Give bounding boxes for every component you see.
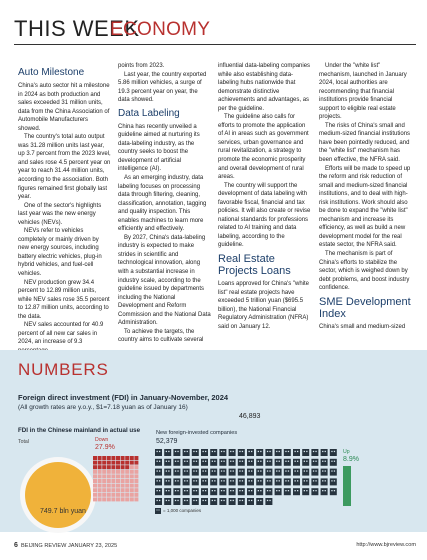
building-icon: [302, 449, 309, 456]
building-icon: [256, 488, 263, 495]
down-grid-cell: [121, 470, 125, 474]
down-grid-cell: [130, 465, 134, 469]
building-icon: [164, 498, 171, 505]
building-icon: [284, 478, 291, 485]
down-grid-cell: [107, 461, 111, 465]
down-grid-cell: [134, 465, 138, 469]
building-icon: [284, 449, 291, 456]
down-grid-cell: [93, 456, 97, 460]
building-icon: [302, 488, 309, 495]
building-icon: [321, 478, 328, 485]
paragraph: China's auto sector hit a milestone in 2024 as both production and sales exceeded 31 million units, data from the China Association of Automobile Manufacturers showed.: [18, 83, 110, 132]
column-3: [218, 62, 311, 331]
building-icon: [265, 469, 272, 476]
down-grid-cell: [134, 484, 138, 488]
building-icon: [302, 459, 309, 466]
down-grid-cell: [116, 461, 120, 465]
building-icon: [183, 459, 190, 466]
this-week-title: THIS WEEK: [14, 16, 140, 41]
legend-building-icon: [155, 508, 163, 516]
paragraph: By 2027, China's data-labeling industry is expected to make strides in scientific and technological innovation, along with a substantial increase in industry scale, according to the guideline issued by departments including the National Development and Reform Commission and the National Data Administration.: [118, 234, 211, 327]
down-grid-cell: [116, 484, 120, 488]
building-icon: [321, 469, 328, 476]
building-icon: [330, 459, 337, 466]
building-icon: [265, 459, 272, 466]
building-icon: [210, 498, 217, 505]
down-grid-cell: [107, 479, 111, 483]
building-icon: [219, 488, 226, 495]
building-icon: [302, 469, 309, 476]
building-icon: [284, 469, 291, 476]
heading-auto-milestone: Auto Milestone: [18, 67, 85, 78]
down-grid-cell: [93, 465, 97, 469]
building-icon: [219, 478, 226, 485]
building-icon: [275, 459, 282, 466]
building-icon: [219, 469, 226, 476]
down-grid-cell: [102, 479, 106, 483]
building-icon: [321, 449, 328, 456]
up-label: Up: [343, 449, 350, 455]
down-grid-cell: [98, 461, 102, 465]
up-bar-fill: [343, 466, 351, 506]
paragraph: The country will support the development of data labeling with favorable fiscal, financial and tax policies. It will also create or revise national standards for professions related to AI training and data labeling, according to the guideline.: [218, 182, 311, 249]
building-icon: [229, 459, 236, 466]
down-grid-cell: [98, 470, 102, 474]
paragraph: Under the "white list" mechanism, launched in January 2024, local authorities are recommending that financial institutions provide financial support to eligible real estate projects.: [319, 63, 407, 121]
building-icon: [210, 459, 217, 466]
total-value: 749.7 bln yuan: [40, 508, 86, 515]
down-grid-cell: [116, 470, 120, 474]
down-grid-cell: [98, 497, 102, 501]
building-icon: [238, 469, 245, 476]
building-icon: [201, 498, 208, 505]
building-icon: [293, 488, 300, 495]
building-icon: [219, 459, 226, 466]
building-icon: [293, 459, 300, 466]
down-grid-cell: [111, 497, 115, 501]
down-grid-cell: [93, 479, 97, 483]
building-icon: [265, 449, 272, 456]
paragraph: influential data-labeling companies while also establishing data-labeling hubs nationwide that demonstrate distinctive achievements and advantages, as per the guideline.: [218, 63, 311, 112]
footer-url: http://www.bjreview.com: [356, 542, 416, 548]
down-grid-cell: [102, 456, 106, 460]
building-icon: [311, 488, 318, 495]
down-grid-cell: [134, 497, 138, 501]
header-rule: [14, 44, 416, 45]
down-grid-cell: [134, 488, 138, 492]
building-icon: [238, 488, 245, 495]
building-icon: [173, 469, 180, 476]
legend-label: = 1,000 companies: [163, 508, 202, 513]
down-grid-cell: [93, 493, 97, 497]
down-grid-cell: [130, 484, 134, 488]
down-grid-cell: [98, 465, 102, 469]
building-icon: [247, 449, 254, 456]
down-grid-cell: [121, 461, 125, 465]
building-icon: [201, 488, 208, 495]
section-title: ECONOMY: [110, 19, 211, 40]
building-icon: [256, 469, 263, 476]
building-icon: [183, 469, 190, 476]
building-icon: [155, 449, 162, 456]
down-grid-cell: [102, 474, 106, 478]
building-icon: [183, 498, 190, 505]
building-icon: [284, 459, 291, 466]
paragraph: NEV production grew 34.4 percent to 12.89 million units, while NEV sales rose 35.5 percent to 12.87 million units, according to the data.: [18, 279, 110, 320]
column-4: [319, 62, 412, 331]
building-icon: [183, 488, 190, 495]
paragraph: One of the sector's highlights last year was the new energy vehicles (NEVs).: [18, 202, 102, 226]
building-icon: [293, 469, 300, 476]
building-icon: [192, 478, 199, 485]
down-grid-cell: [125, 493, 129, 497]
building-icon: [284, 488, 291, 495]
down-grid-cell: [111, 456, 115, 460]
down-grid-cell: [111, 488, 115, 492]
down-grid-cell: [107, 497, 111, 501]
building-icon: [192, 469, 199, 476]
paragraph: Last year, the country exported 5.86 million vehicles, a surge of 19.3 percent year on year, the data showed.: [118, 71, 207, 104]
down-grid-cell: [121, 484, 125, 488]
building-icon: [330, 449, 337, 456]
down-grid-cell: [121, 456, 125, 460]
building-icon: [311, 449, 318, 456]
down-grid-cell: [121, 479, 125, 483]
down-grid-cell: [134, 461, 138, 465]
company-grid: [155, 449, 345, 511]
down-grid-cell: [121, 488, 125, 492]
building-icon: [238, 478, 245, 485]
building-icon: [293, 449, 300, 456]
building-icon: [238, 449, 245, 456]
magazine-issue: BEIJING REVIEW JANUARY 23, 2025: [21, 543, 118, 549]
building-icon: [265, 498, 272, 505]
heading-real-estate-loans: Real Estate Projects Loans: [218, 253, 291, 278]
building-icon: [265, 488, 272, 495]
building-icon: [311, 469, 318, 476]
down-grid-cell: [125, 465, 129, 469]
building-icon: [164, 449, 171, 456]
building-icon: [247, 498, 254, 505]
down-grid-cell: [93, 461, 97, 465]
paragraph: The guideline also calls for efforts to promote the application of AI in areas such as government services, urban governance and rural revitalization, a strategy to promote the economic prosperity and overall development of rural areas.: [218, 114, 309, 181]
building-icon: [192, 449, 199, 456]
down-grid-cell: [98, 493, 102, 497]
down-grid-cell: [134, 479, 138, 483]
building-icon: [155, 459, 162, 466]
building-icon: [311, 459, 318, 466]
down-grid-cell: [130, 461, 134, 465]
down-grid-cell: [134, 470, 138, 474]
down-grid-cell: [134, 456, 138, 460]
down-grid-cell: [98, 456, 102, 460]
down-grid-cell: [121, 465, 125, 469]
down-grid-cell: [130, 474, 134, 478]
building-icon: [275, 478, 282, 485]
down-grid-cell: [125, 474, 129, 478]
building-icon: [201, 469, 208, 476]
building-icon: [210, 478, 217, 485]
down-grid-cell: [102, 465, 106, 469]
down-grid-cell: [98, 479, 102, 483]
paragraph: To achieve the targets, the country aims to cultivate several: [118, 328, 204, 344]
building-icon: [155, 478, 162, 485]
down-grid-cell: [116, 479, 120, 483]
building-icon: [238, 498, 245, 505]
building-icon: [247, 488, 254, 495]
down-grid-cell: [107, 465, 111, 469]
numbers-panel: [0, 350, 427, 532]
building-icon: [192, 459, 199, 466]
building-icon: [210, 469, 217, 476]
building-icon: [173, 449, 180, 456]
building-icon: [164, 469, 171, 476]
building-icon: [183, 449, 190, 456]
down-grid-cell: [125, 479, 129, 483]
down-grid-cell: [107, 484, 111, 488]
paragraph: NEV sales accounted for 40.9 percent of all new car sales in 2024, an increase of 9.3: [18, 322, 104, 346]
down-grid-cell: [111, 470, 115, 474]
building-icon: [173, 459, 180, 466]
down-grid-cell: [130, 456, 134, 460]
numbers-title: NUMBERS: [18, 360, 109, 379]
down-grid-cell: [125, 456, 129, 460]
building-icon: [229, 488, 236, 495]
down-grid-cell: [130, 493, 134, 497]
building-icon: [256, 459, 263, 466]
building-icon: [164, 478, 171, 485]
down-grid-cell: [116, 456, 120, 460]
down-grid-cell: [107, 488, 111, 492]
total-companies-value: 46,893: [239, 413, 261, 420]
building-icon: [256, 498, 263, 505]
down-grid-cell: [125, 470, 129, 474]
down-grid-cell: [111, 493, 115, 497]
building-icon: [229, 498, 236, 505]
building-icon: [183, 478, 190, 485]
down-grid-cell: [130, 497, 134, 501]
numbers-subtitle: Foreign direct investment (FDI) in January-November, 2024: [18, 393, 229, 402]
donut-fill: [25, 462, 91, 528]
building-icon: [275, 449, 282, 456]
building-icon: [173, 498, 180, 505]
down-grid-cell: [102, 470, 106, 474]
down-grid-cell: [102, 493, 106, 497]
up-value: 8.9%: [343, 456, 359, 463]
down-grid-cell: [111, 484, 115, 488]
down-grid-cell: [107, 470, 111, 474]
down-grid-cell: [125, 497, 129, 501]
down-grid-cell: [107, 474, 111, 478]
down-grid-cell: [111, 465, 115, 469]
down-grid-cell: [111, 479, 115, 483]
paragraph: Loans approved for China's "white list" real estate projects have exceeded 5 trillion yuan ($695.5 billion), the National Financial Regulatory Administration (NFRA) said on January 12.: [218, 281, 309, 330]
down-grid-cell: [98, 474, 102, 478]
down-grid-cell: [98, 484, 102, 488]
down-grid-cell: [121, 474, 125, 478]
down-grid-cell: [93, 484, 97, 488]
building-icon: [302, 478, 309, 485]
down-grid-cell: [134, 474, 138, 478]
building-icon: [201, 449, 208, 456]
fdi-label: FDI in the Chinese mainland in actual use: [18, 427, 141, 434]
paragraph: The risks of China's small and medium-sized financial institutions have been pointedly reduced, and the "white list" mechanism has been effective, the NFRA said.: [319, 122, 411, 164]
building-icon: [265, 478, 272, 485]
paragraph: The mechanism is part of China's efforts to stabilize the sector, which is weighed down by debt problems, and boost industry confidence.: [319, 251, 410, 292]
building-icon: [229, 469, 236, 476]
down-value: 27.9%: [95, 444, 115, 451]
down-grid-cell: [116, 497, 120, 501]
new-companies-value: 52,379: [156, 438, 178, 445]
down-grid-cell: [121, 493, 125, 497]
down-grid-cell: [125, 484, 129, 488]
paragraph: points from 2023.: [118, 63, 165, 69]
down-grid-cell: [121, 497, 125, 501]
building-icon: [164, 488, 171, 495]
building-icon: [238, 459, 245, 466]
building-icon: [155, 498, 162, 505]
down-grid-cell: [107, 493, 111, 497]
building-icon: [330, 478, 337, 485]
building-icon: [330, 488, 337, 495]
down-grid-cell: [93, 474, 97, 478]
new-companies-label: New foreign-invested companies: [156, 430, 238, 436]
building-icon: [311, 478, 318, 485]
paragraph: NEVs refer to vehicles completely or mainly driven by new energy sources, including battery electric vehicles, plug-in hybrid vehicles, and fuel-cell vehicles.: [18, 228, 102, 278]
building-icon: [293, 478, 300, 485]
building-icon: [173, 488, 180, 495]
down-grid-cell: [125, 488, 129, 492]
down-grid-cell: [111, 461, 115, 465]
down-label: Down: [95, 437, 109, 443]
paragraph: The country's total auto output was 31.28 million units last year, up 3.7 percent from the 2023 level, and sales rose 4.5 percent year on year to reach 31.44 million units, according to the association. Both figures remained first globally last year.: [18, 134, 111, 201]
paragraph: China has recently unveiled a guideline aimed at nurturing its data-labeling industry, as the country seeks to boost the development of artificial intelligence (AI).: [118, 123, 200, 173]
down-grid-cell: [130, 488, 134, 492]
down-grid-cell: [102, 484, 106, 488]
up-bar: [343, 466, 363, 526]
page-number: 6: [14, 542, 18, 549]
down-grid-cell: [93, 488, 97, 492]
building-icon: [173, 478, 180, 485]
building-icon: [330, 469, 337, 476]
down-grid-cell: [125, 461, 129, 465]
down-grid: [93, 456, 143, 506]
heading-data-labeling: Data Labeling: [118, 107, 180, 119]
building-icon: [256, 449, 263, 456]
column-1: [18, 64, 111, 356]
down-grid-cell: [130, 479, 134, 483]
building-icon: [201, 478, 208, 485]
down-grid-cell: [130, 470, 134, 474]
down-grid-cell: [93, 497, 97, 501]
heading-sme-index: SME Development Index: [319, 295, 411, 320]
down-grid-cell: [102, 461, 106, 465]
building-icon: [229, 449, 236, 456]
footer-left: [14, 542, 117, 549]
building-icon: [256, 478, 263, 485]
column-2: [118, 62, 211, 345]
building-icon: [155, 488, 162, 495]
building-icon: [321, 488, 328, 495]
building-icon: [219, 498, 226, 505]
down-grid-cell: [107, 456, 111, 460]
building-icon: [164, 459, 171, 466]
paragraph: Efforts will be made to speed up the reform and risk reduction of small and medium-sized financial institutions, and to deal with high-risk institutions. Work should also be done to expand the "white list" mechanism and increase its efficiency, as well as build a new development model for the real estate sector, the NFRA said.: [319, 165, 411, 249]
down-grid-cell: [111, 474, 115, 478]
down-grid-cell: [93, 470, 97, 474]
building-icon: [210, 449, 217, 456]
down-grid-cell: [134, 493, 138, 497]
building-icon: [155, 469, 162, 476]
building-icon: [321, 459, 328, 466]
building-icon: [247, 469, 254, 476]
building-icon: [210, 488, 217, 495]
down-grid-cell: [116, 488, 120, 492]
down-grid-cell: [116, 465, 120, 469]
numbers-note: (All growth rates are y.o.y., $1=7.18 yuan as of January 16): [18, 404, 188, 411]
down-grid-cell: [102, 488, 106, 492]
down-grid-cell: [116, 493, 120, 497]
building-icon: [192, 488, 199, 495]
down-grid-cell: [102, 497, 106, 501]
down-grid-cell: [98, 488, 102, 492]
total-label: Total: [18, 439, 29, 445]
building-icon: [247, 478, 254, 485]
page-header: [14, 16, 414, 42]
building-icon: [275, 469, 282, 476]
building-icon: [275, 488, 282, 495]
down-grid-cell: [116, 474, 120, 478]
paragraph: China's small and medium-sized: [319, 323, 406, 330]
paragraph: As an emerging industry, data labeling focuses on processing data through filtering, cleaning, classification, annotation, tagging and quality inspection. This enables machines to learn more efficiently and effectively.: [118, 175, 207, 233]
building-icon: [247, 459, 254, 466]
building-icon: [192, 498, 199, 505]
building-icon: [229, 478, 236, 485]
building-icon: [219, 449, 226, 456]
building-icon: [201, 459, 208, 466]
